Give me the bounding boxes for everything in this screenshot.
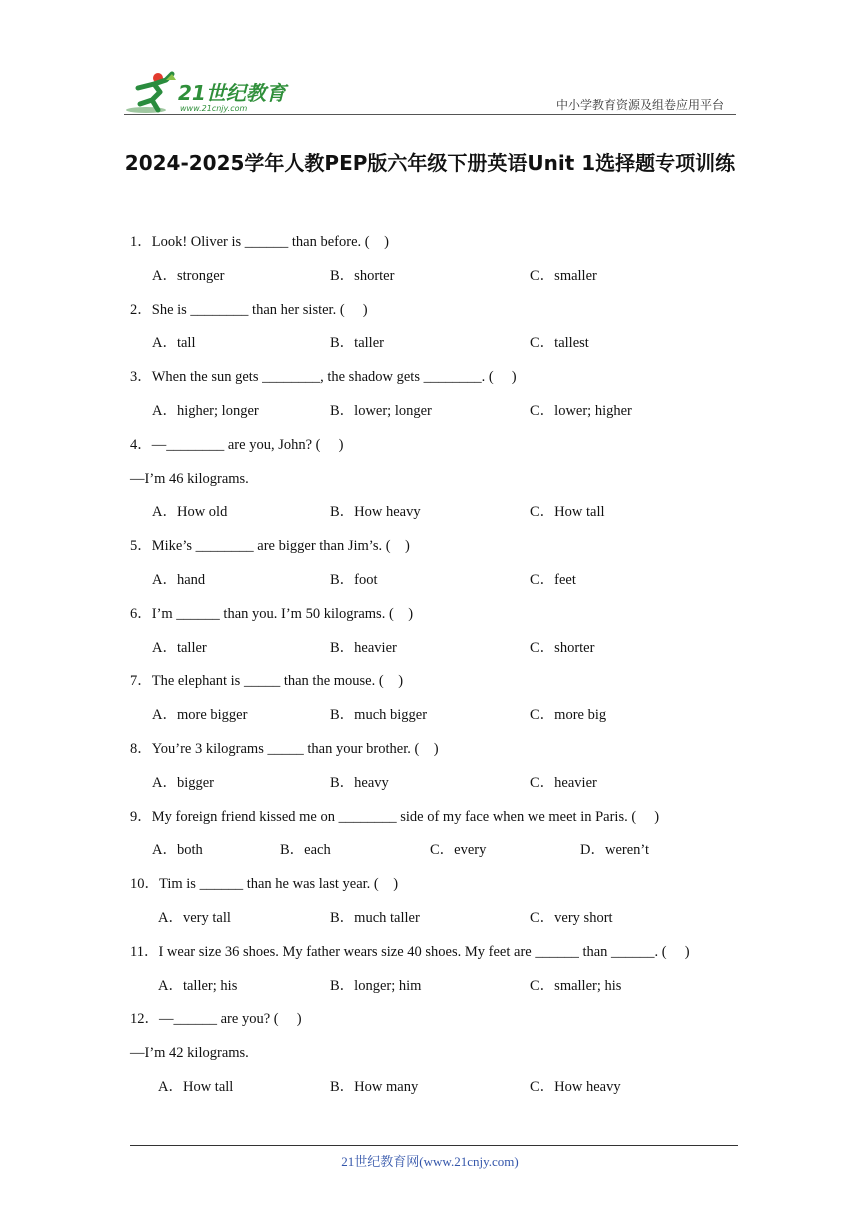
- option-a[interactable]: A．stronger: [152, 267, 225, 284]
- option-a[interactable]: A．very tall: [158, 909, 231, 926]
- option-b[interactable]: B．taller: [330, 335, 384, 352]
- options-row: [130, 501, 750, 535]
- option-b[interactable]: B．lower; longer: [330, 402, 432, 419]
- svg-text:www.21cnjy.com: www.21cnjy.com: [180, 104, 248, 113]
- option-a[interactable]: A．more bigger: [152, 707, 248, 724]
- question-stem: 1．Look! Oliver is ______ than before. ( ): [130, 234, 389, 250]
- options-row: [130, 637, 750, 671]
- question-stem: 8．You’re 3 kilograms _____ than your brother. ( ): [130, 740, 439, 757]
- question-stem: 11．I wear size 36 shoes. My father wears size 40 shoes. My feet are ______ than ______. ( ): [130, 943, 690, 960]
- option-b[interactable]: B．How heavy: [330, 504, 421, 521]
- question-stem: 4．—________ are you, John? ( ): [130, 436, 344, 453]
- option-a[interactable]: A．How tall: [158, 1078, 234, 1095]
- runner-logo-icon: [124, 70, 294, 114]
- option-b[interactable]: B．heavy: [330, 774, 389, 791]
- option-c[interactable]: C．shorter: [530, 639, 595, 656]
- option-c[interactable]: C．How heavy: [530, 1078, 621, 1095]
- option-a[interactable]: A．taller: [152, 639, 207, 656]
- option-a[interactable]: A．bigger: [152, 774, 215, 791]
- question-reply: —I’m 46 kilograms.: [130, 470, 249, 487]
- option-a[interactable]: A．tall: [152, 335, 196, 352]
- footer-divider: [130, 1145, 738, 1146]
- options-row: [130, 265, 750, 299]
- option-c[interactable]: C．very short: [530, 909, 613, 926]
- question-reply: —I’m 42 kilograms.: [130, 1045, 249, 1062]
- option-a[interactable]: A．hand: [152, 571, 206, 588]
- options-row: [130, 975, 750, 1009]
- option-d[interactable]: D．weren’t: [580, 842, 649, 859]
- options-row: [130, 1076, 750, 1110]
- option-b[interactable]: B．How many: [330, 1078, 419, 1095]
- options-row: [130, 332, 750, 366]
- option-a[interactable]: A．How old: [152, 504, 228, 521]
- question-stem: 2．She is ________ than her sister. ( ): [130, 301, 368, 318]
- platform-label: 中小学教育资源及组卷应用平台: [555, 98, 724, 112]
- option-c[interactable]: C．more big: [530, 707, 607, 724]
- option-c[interactable]: C．tallest: [530, 335, 589, 352]
- question-stem: 7．The elephant is _____ than the mouse. ( ): [130, 673, 404, 690]
- option-c[interactable]: C．How tall: [530, 504, 605, 521]
- options-row: [130, 772, 750, 806]
- question-stem: 9．My foreign friend kissed me on ________ side of my face when we meet in Paris. ( ): [130, 808, 660, 825]
- question-stem: 10．Tim is ______ than he was last year. ( ): [130, 876, 399, 893]
- question-list: [130, 231, 750, 1110]
- option-b[interactable]: B．heavier: [330, 639, 397, 656]
- option-c[interactable]: C．lower; higher: [530, 402, 632, 419]
- page-title: 2024-2025学年人教PEP版六年级下册英语Unit 1选择题专项训练: [124, 151, 736, 175]
- option-c[interactable]: C．smaller: [530, 267, 597, 284]
- header-divider: [124, 114, 736, 115]
- option-a[interactable]: A．both: [152, 842, 203, 859]
- option-b[interactable]: B．much bigger: [330, 707, 428, 724]
- option-a[interactable]: A．higher; longer: [152, 402, 259, 419]
- option-b[interactable]: B．shorter: [330, 267, 395, 284]
- site-logo: [124, 70, 294, 114]
- question-stem: 6．I’m ______ than you. I’m 50 kilograms. ( ): [130, 605, 414, 622]
- option-b[interactable]: B．longer; him: [330, 977, 422, 994]
- option-c[interactable]: C．feet: [530, 571, 576, 588]
- options-row: [130, 569, 750, 603]
- footer-link[interactable]: 21世纪教育网(www.21cnjy.com): [341, 1154, 519, 1169]
- question-stem: 12．—______ are you? ( ): [130, 1011, 302, 1028]
- option-b[interactable]: B．much taller: [330, 909, 420, 926]
- option-c[interactable]: C．heavier: [530, 774, 597, 791]
- question-stem: 3．When the sun gets ________, the shadow gets ________. ( ): [130, 369, 517, 386]
- options-row: [130, 839, 750, 873]
- option-c[interactable]: C．smaller; his: [530, 977, 622, 994]
- option-a[interactable]: A．taller; his: [158, 977, 238, 994]
- options-row: [130, 400, 750, 434]
- option-c[interactable]: C．every: [430, 842, 487, 859]
- option-b[interactable]: B．each: [280, 842, 331, 859]
- options-row: [130, 704, 750, 738]
- option-b[interactable]: B．foot: [330, 571, 378, 588]
- question-stem: 5．Mike’s ________ are bigger than Jim’s. ( ): [130, 538, 410, 555]
- svg-text:21世纪教育: 21世纪教育: [178, 81, 286, 105]
- options-row: [130, 907, 750, 941]
